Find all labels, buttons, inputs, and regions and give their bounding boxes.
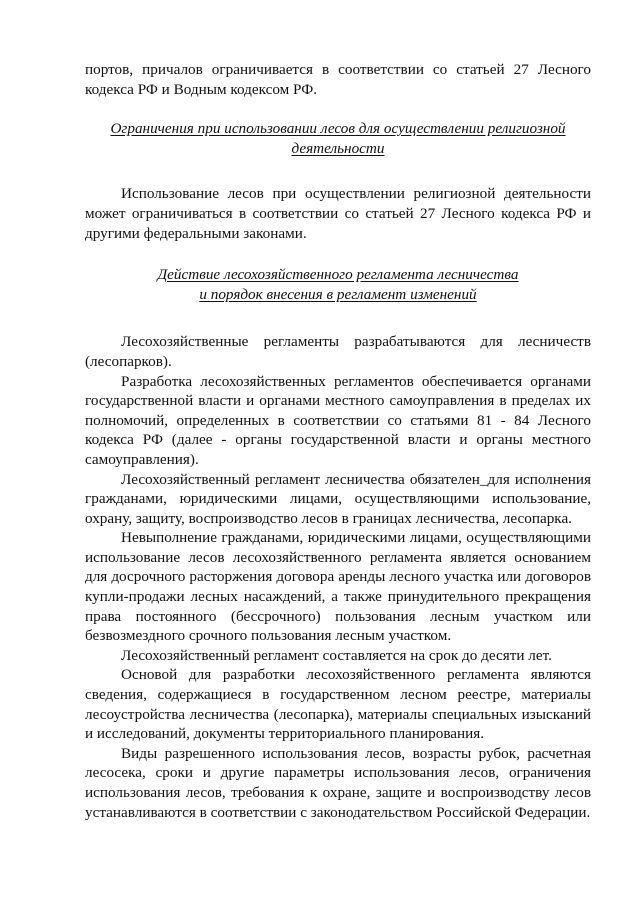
- paragraph-non-compliance: Невыполнение гражданами, юридическими лицами, осуществляющими использование лесов лесохозяйственного регламента является основанием для досрочного расторжения договора аренды лесного участка или договоров купли-продажи лесных насаждений, а также принудительного прекращения права постоянного (бессрочного) пользования лесным участком или безвозмездного срочного пользования лесным участком.: [85, 529, 591, 645]
- paragraph-religious-activity: Использование лесов при осуществлении религиозной деятельности может ограничиваться в соответствии со статьей 27 Лесного кодекса РФ и другими федеральными законами.: [85, 185, 591, 242]
- paragraph-regulation-mandatory: Лесохозяйственный регламент лесничества обязателен_для исполнения гражданами, юридическими лицами, осуществляющими использование, охрану, защиту, воспроизводство лесов в границах лесничества, лесопарка.: [85, 470, 591, 527]
- paragraph-regulations-developed: Лесохозяйственные регламенты разрабатываются для лесничеств (лесопарков).: [85, 333, 591, 370]
- paragraph-development-ensured: Разработка лесохозяйственных регламентов обеспечивается органами государственной власти и органами местного самоуправления в пределах их полномочий, определенных в соответствии со статьями 81 - 84 Лесного кодекса РФ (далее - органы государственной власти и органы местного самоуправления).: [85, 372, 591, 468]
- heading-regulation-line2: и порядок внесения в регламент изменений: [199, 285, 477, 303]
- heading-regulation-line1: Действие лесохозяйственного регламента лесничества: [157, 266, 519, 284]
- heading-regulation-action: [85, 265, 591, 304]
- paragraph-parameters: Виды разрешенного использования лесов, возрасты рубок, расчетная лесосека, сроки и другие параметры использования лесов, ограничения использования лесов, требования к охране, защите и воспроизводству лесов устанавливаются в соответствии с законодательством Российской Федерации.: [85, 744, 591, 821]
- paragraph-ports: портов, причалов ограничивается в соответствии со статьей 27 Лесного кодекса РФ и Водным кодексом РФ.: [85, 61, 591, 98]
- document-page: [85, 60, 591, 822]
- paragraph-term: Лесохозяйственный регламент составляется на срок до десяти лет.: [121, 646, 552, 664]
- heading-religious-activity: Ограничения при использовании лесов для осуществлении религиозной деятельности: [110, 120, 566, 157]
- paragraph-basis: Основой для разработки лесохозяйственного регламента являются сведения, содержащиеся в государственном лесном реестре, материалы лесоустройства лесничества (лесопарка), материалы специальных изысканий и исследований, документы территориального планирования.: [85, 666, 591, 743]
